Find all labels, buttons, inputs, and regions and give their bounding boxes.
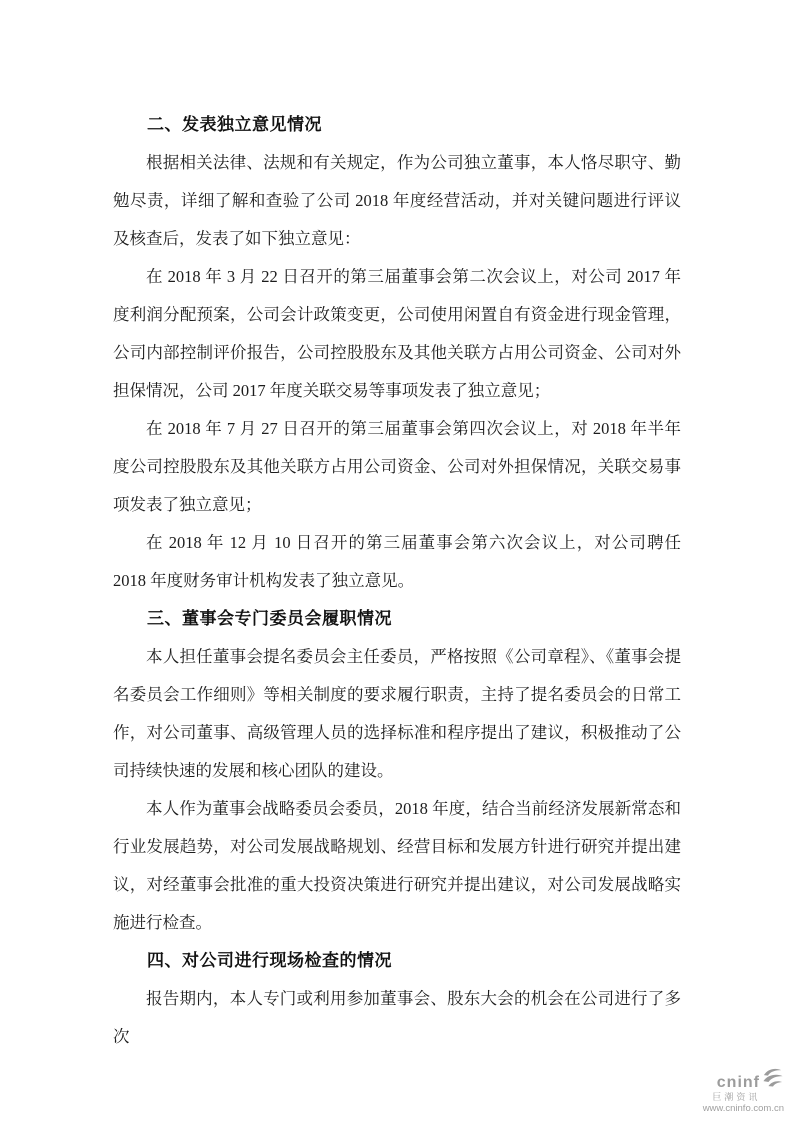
- paragraph: 在 2018 年 7 月 27 日召开的第三届董事会第四次会议上，对 2018 年半年度公司控股股东及其他关联方占用公司资金、公司对外担保情况，关联交易事项发表了独立意见；: [113, 419, 681, 514]
- cninfo-brand-text: cninf: [716, 1074, 760, 1092]
- paragraph: 本人作为董事会战略委员会委员，2018 年度，结合当前经济发展新常态和行业发展趋势，对公司发展战略规划、经营目标和发展方针进行研究并提出建议，对经董事会批准的重大投资决策进行研究并提出建议，对公司发展战略实施进行检查。: [113, 799, 681, 932]
- paragraph: 根据相关法律、法规和有关规定，作为公司独立董事，本人恪尽职守、勤勉尽责，详细了解和查验了公司 2018 年度经营活动，并对关键问题进行评议及核查后，发表了如下独立意见：: [113, 153, 681, 248]
- cninfo-logo-row: [703, 1067, 784, 1092]
- cninfo-chinese-name: 巨潮资讯: [712, 1091, 761, 1102]
- document-content: [113, 106, 681, 1056]
- section-heading-3: 三、董事会专门委员会履职情况: [147, 609, 392, 628]
- cninfo-logo: [703, 1067, 784, 1114]
- paragraph: 在 2018 年 3 月 22 日召开的第三届董事会第二次会议上，对公司 2017 年度利润分配预案，公司会计政策变更，公司使用闲置自有资金进行现金管理，公司内部控制评价报告，公司控股股东及其他关联方占用公司资金、公司对外担保情况，公司 2017 年度关联交易等事项发表了独立意见；: [113, 267, 681, 400]
- paragraph: 报告期内，本人专门或利用参加董事会、股东大会的机会在公司进行了多次: [113, 989, 681, 1046]
- cninfo-swirl-icon: [762, 1067, 784, 1092]
- cninfo-url: www.cninfo.com.cn: [702, 1102, 784, 1114]
- section-heading-2: 二、发表独立意见情况: [147, 115, 322, 134]
- section-heading-4: 四、对公司进行现场检查的情况: [147, 951, 392, 970]
- paragraph: 本人担任董事会提名委员会主任委员，严格按照《公司章程》、《董事会提名委员会工作细则》等相关制度的要求履行职责，主持了提名委员会的日常工作，对公司董事、高级管理人员的选择标准和程序提出了建议，积极推动了公司持续快速的发展和核心团队的建设。: [113, 647, 681, 780]
- paragraph: 在 2018 年 12 月 10 日召开的第三届董事会第六次会议上，对公司聘任 2018 年度财务审计机构发表了独立意见。: [113, 533, 681, 590]
